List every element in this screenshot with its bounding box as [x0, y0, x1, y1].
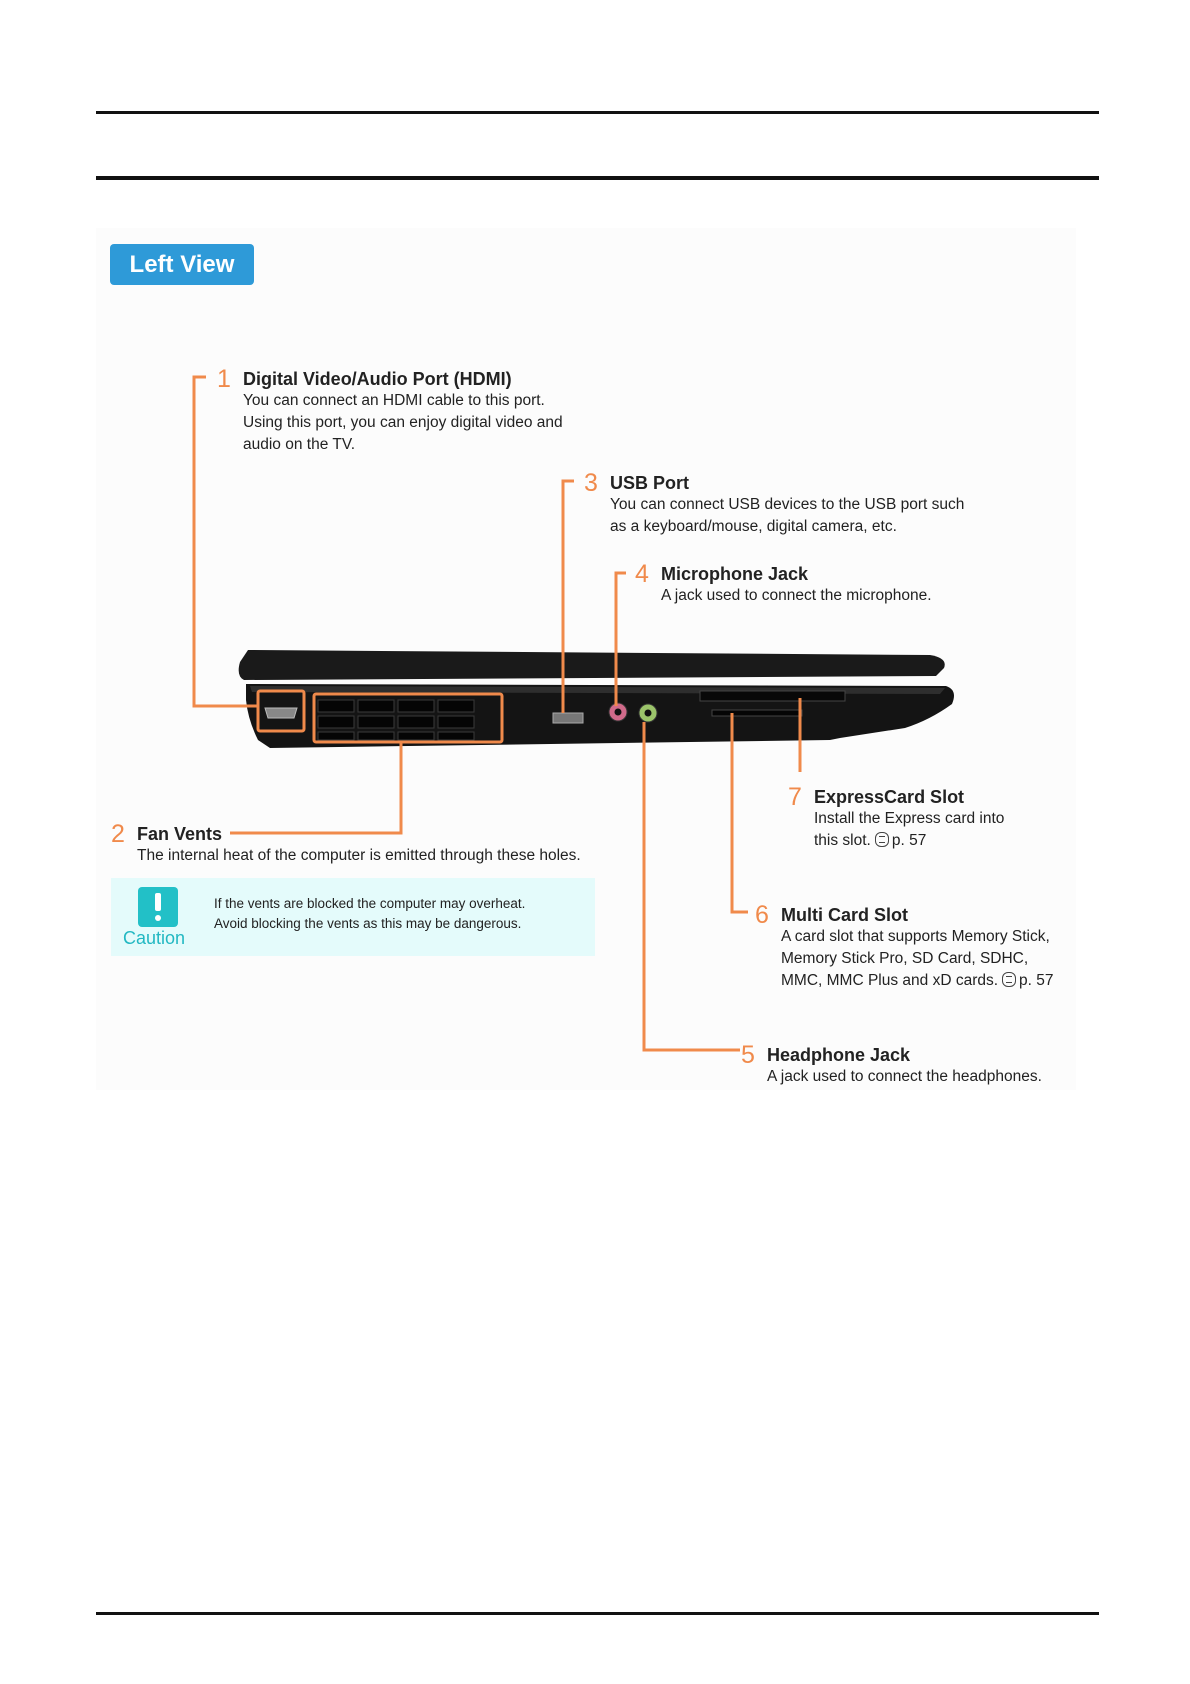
caution-label: Caution: [123, 928, 186, 948]
leader-line-5: [644, 722, 740, 1050]
section-title: Left View: [110, 244, 254, 285]
callout-title: Multi Card Slot: [781, 905, 908, 925]
callout-number: 2: [111, 820, 125, 848]
callout-description: A card slot that supports Memory Stick, Memory Stick Pro, SD Card, SDHC, MMC, MMC Plus and xD cards. p. 57: [781, 928, 1054, 989]
callout-number: 3: [584, 469, 598, 497]
callout-title: USB Port: [610, 473, 690, 493]
callout-multi-card-slot: [755, 901, 1054, 992]
callout-title: ExpressCard Slot: [814, 787, 965, 807]
multi-card-slot: [712, 710, 802, 716]
callout-title: Digital Video/Audio Port (HDMI): [243, 369, 512, 389]
page-reference-icon: [875, 832, 889, 847]
hdmi-port: [265, 708, 297, 718]
callout-hdmi: [217, 365, 563, 456]
callout-number: 1: [217, 365, 231, 393]
callout-usb: [584, 469, 965, 538]
leader-line-2: [230, 742, 401, 833]
callout-number: 7: [788, 783, 802, 811]
callout-fan-vents: [111, 820, 581, 867]
page-reference[interactable]: p. 57: [891, 832, 927, 849]
leader-line-3: [563, 481, 574, 713]
usb-port: [553, 713, 583, 723]
callout-title: Microphone Jack: [661, 564, 809, 584]
caution-exclamation-icon: [138, 887, 178, 927]
callout-title: Fan Vents: [137, 824, 223, 844]
page-reference-icon: [1002, 972, 1016, 987]
callout-description: A jack used to connect the microphone.: [661, 587, 932, 604]
callout-microphone: [635, 560, 932, 607]
callout-description: Install the Express card into this slot. p. 57: [814, 810, 1005, 849]
callout-title: Headphone Jack: [767, 1045, 911, 1065]
callout-number: 6: [755, 901, 769, 929]
callout-number: 5: [741, 1041, 755, 1069]
callout-description: The internal heat of the computer is emitted through these holes.: [137, 847, 581, 864]
leader-line-6: [732, 713, 748, 912]
expresscard-slot: [700, 691, 845, 701]
laptop-lid: [239, 650, 945, 680]
page-reference[interactable]: p. 57: [1019, 972, 1054, 989]
callout-number: 4: [635, 560, 649, 588]
callout-description: A jack used to connect the headphones.: [767, 1068, 1042, 1085]
callout-headphone: [741, 1041, 1042, 1088]
caution-text: If the vents are blocked the computer may overheat. Avoid blocking the vents as this may be dangerous.: [214, 896, 526, 931]
caution-box: [111, 878, 595, 956]
callout-description: You can connect USB devices to the USB port such as a keyboard/mouse, digital camera, etc.: [610, 496, 965, 535]
callout-description: You can connect an HDMI cable to this port. Using this port, you can enjoy digital video and audio on the TV.: [243, 392, 563, 453]
callout-expresscard: [788, 783, 1005, 852]
